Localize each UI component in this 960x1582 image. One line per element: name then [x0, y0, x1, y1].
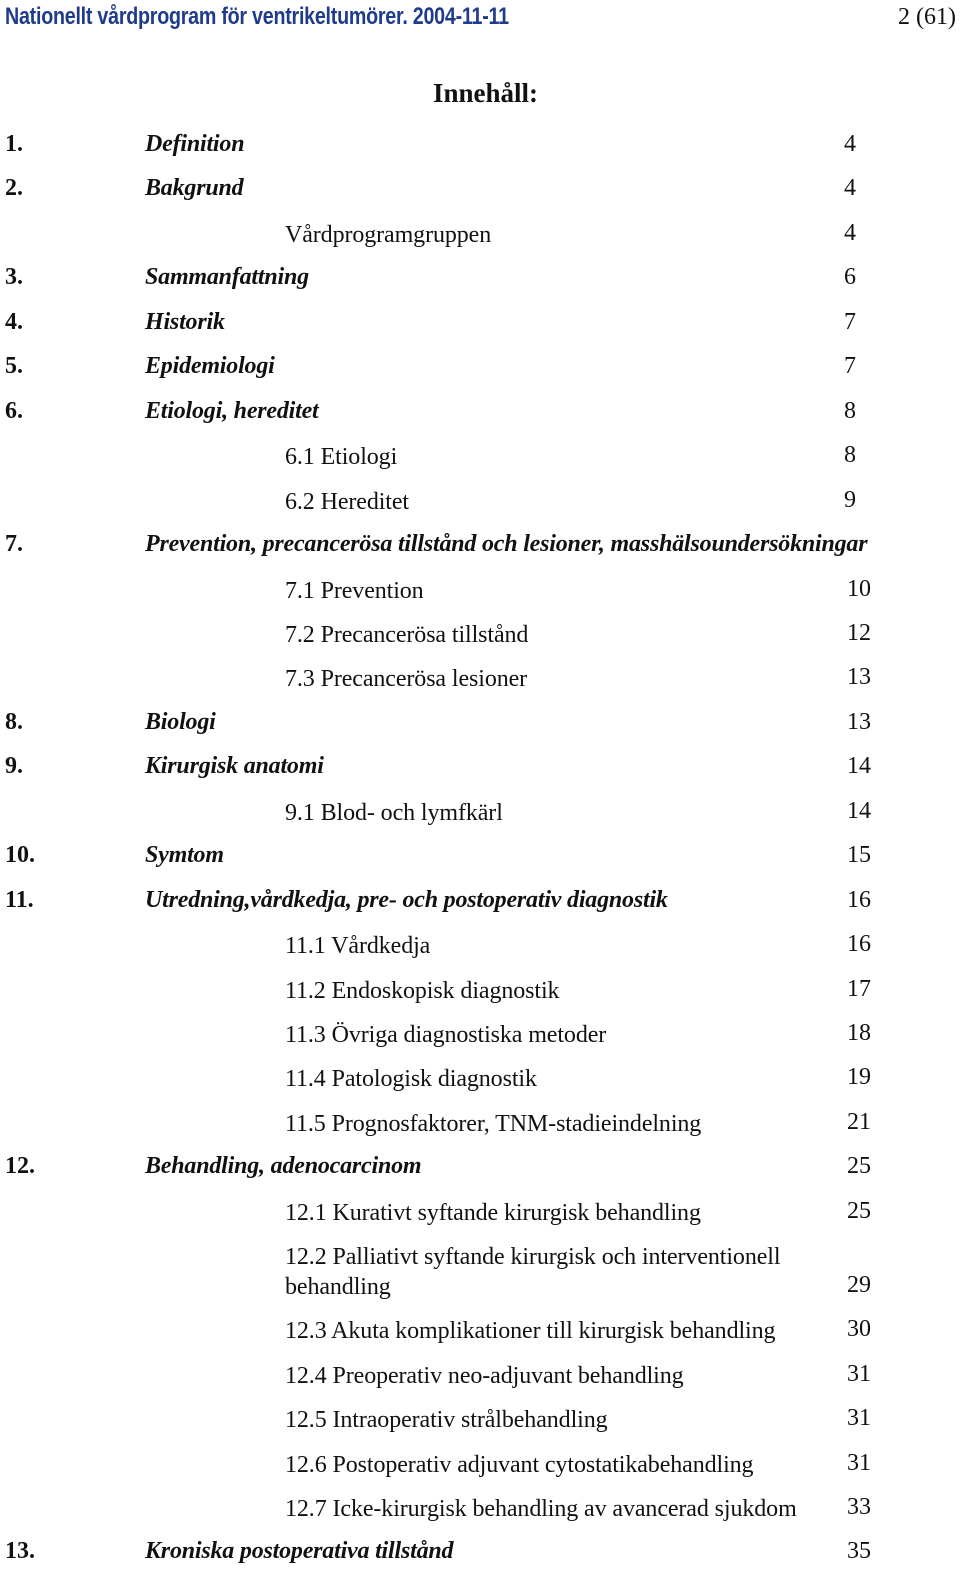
- toc-entry[interactable]: [0, 487, 960, 531]
- toc-entry-page: 33: [847, 1494, 871, 1520]
- toc-subentry-title: 6.2 Hereditet: [285, 488, 409, 515]
- toc-entry-page: 15: [847, 842, 871, 869]
- toc-subentry-title: 12.5 Intraoperativ strålbehandling: [285, 1407, 608, 1434]
- toc-entry-number: 4.: [5, 308, 23, 335]
- toc-entry-page: 35: [847, 1538, 871, 1565]
- toc-entry[interactable]: [0, 353, 960, 397]
- toc-entry-title: Etiologi, hereditet: [145, 397, 319, 424]
- toc-subentry-title: 12.6 Postoperativ adjuvant cytostatikabehandling: [285, 1451, 754, 1478]
- toc-entry-page: 25: [847, 1153, 871, 1180]
- toc-entry-title: Prevention, precancerösa tillstånd och lesioner, masshälsoundersökningar: [145, 531, 868, 558]
- toc-entry-number: 3.: [5, 264, 23, 291]
- toc-entry-number: 7.: [5, 531, 23, 558]
- toc-entry[interactable]: [0, 664, 960, 708]
- toc-entry[interactable]: [0, 398, 960, 442]
- toc-entry[interactable]: [0, 1494, 960, 1538]
- toc-subentry-title: 12.4 Preoperativ neo-adjuvant behandling: [285, 1362, 684, 1389]
- toc-subentry-title: Vårdprogramgruppen: [285, 221, 492, 248]
- toc-entry-number: 12.: [5, 1153, 35, 1180]
- toc-entry-page: 30: [847, 1316, 871, 1343]
- toc-entry-title: Bakgrund: [145, 175, 244, 202]
- toc-entry[interactable]: [0, 175, 960, 219]
- toc-entry[interactable]: [0, 753, 960, 797]
- toc-entry-page: 21: [847, 1108, 871, 1135]
- toc-entry[interactable]: [0, 931, 960, 975]
- toc-entry-page: 4: [844, 175, 856, 202]
- toc-subentry-title: 11.5 Prognosfaktorer, TNM-stadieindelning: [285, 1110, 702, 1137]
- toc-entry-title: Kirurgisk anatomi: [145, 753, 324, 780]
- toc-entry-page: 6: [844, 264, 856, 291]
- toc-entry-number: 6.: [5, 397, 23, 424]
- toc-subentry-title: 7.3 Precancerösa lesioner: [285, 666, 528, 693]
- toc-subentry-title: 7.1 Prevention: [285, 577, 424, 604]
- toc-entry-page: 8: [844, 397, 856, 424]
- toc-entry-page: 7: [844, 308, 856, 335]
- toc-entry[interactable]: [0, 1198, 960, 1242]
- toc-entry-number: 9.: [5, 753, 23, 780]
- toc-entry[interactable]: [0, 264, 960, 308]
- toc-entry-title: Utredning,vårdkedja, pre- och postoperativ diagnostik: [145, 886, 668, 913]
- toc-entry[interactable]: [0, 887, 960, 931]
- toc-entry-page: 31: [847, 1360, 871, 1387]
- toc-entry-title: Historik: [145, 308, 225, 335]
- toc-entry[interactable]: [0, 1064, 960, 1108]
- toc-entry-page: 17: [847, 975, 871, 1002]
- toc-subentry-title: 11.1 Vårdkedja: [285, 933, 431, 960]
- toc-subentry-title: 12.3 Akuta komplikationer till kirurgisk behandling: [285, 1318, 776, 1345]
- toc-entry[interactable]: [0, 1405, 960, 1449]
- toc-entry-page: 12: [847, 619, 871, 646]
- toc-entry[interactable]: [0, 309, 960, 353]
- toc-entry[interactable]: [0, 576, 960, 620]
- toc-entry-number: 1.: [5, 131, 23, 157]
- toc-entry-number: 11.: [5, 886, 34, 913]
- toc-entry-number: 5.: [5, 353, 23, 380]
- toc-entry-page: 29: [847, 1272, 871, 1299]
- toc-entry[interactable]: [0, 1153, 960, 1197]
- toc-entry[interactable]: [0, 220, 960, 264]
- toc-entry[interactable]: [0, 1316, 960, 1360]
- toc-entry-page: 9: [844, 486, 856, 513]
- toc-entry[interactable]: [0, 1242, 960, 1301]
- page-header: [0, 0, 960, 40]
- toc-entry-page: 16: [847, 886, 871, 913]
- toc-entry-page: 18: [847, 1020, 871, 1046]
- toc-entry-page: 25: [847, 1197, 871, 1224]
- toc-entry-page: 8: [844, 442, 856, 469]
- toc-entry-page: 10: [847, 575, 871, 602]
- toc-entry-title: Behandling, adenocarcinom: [145, 1153, 422, 1180]
- toc-subentry-title: 6.1 Etiologi: [285, 444, 398, 471]
- toc-entry-page: 14: [847, 797, 871, 824]
- toc-entry[interactable]: [0, 1361, 960, 1405]
- toc-entry[interactable]: [0, 1450, 960, 1494]
- toc-entry[interactable]: [0, 620, 960, 664]
- toc-subentry-title: 11.3 Övriga diagnostiska metoder: [285, 1022, 607, 1048]
- toc-subentry-title: 11.2 Endoskopisk diagnostik: [285, 977, 560, 1004]
- toc-entry-title: Sammanfattning: [145, 264, 309, 291]
- toc-entry-number: 2.: [5, 175, 23, 202]
- toc-entry-page: 13: [847, 708, 871, 735]
- toc-entry[interactable]: [0, 442, 960, 486]
- toc-subentry-title: 9.1 Blod- och lymfkärl: [285, 799, 503, 826]
- toc-entry-page: 31: [847, 1449, 871, 1476]
- toc-entry-title: Epidemiologi: [145, 353, 275, 380]
- toc-heading: Innehåll:: [433, 78, 539, 108]
- toc-entry-page: 19: [847, 1064, 871, 1091]
- toc-entry-title: Definition: [145, 131, 245, 157]
- document-title: Nationellt vårdprogram för ventrikeltumörer. 2004-11-11: [5, 3, 509, 30]
- toc-subentry-title: 12.2 Palliativt syftande kirurgisk och interventionell: [285, 1244, 781, 1271]
- toc-entry-number: 13.: [5, 1538, 35, 1565]
- toc-entry[interactable]: [0, 798, 960, 842]
- toc-subentry-title: 12.7 Icke-kirurgisk behandling av avancerad sjukdom: [285, 1496, 797, 1522]
- page-number: 2 (61): [898, 4, 956, 30]
- toc-entry-page: 13: [847, 664, 871, 691]
- toc-entry[interactable]: [0, 976, 960, 1020]
- toc-entry-page: 4: [844, 131, 856, 157]
- toc-entry[interactable]: [0, 1020, 960, 1064]
- toc-entry-page: 16: [847, 931, 871, 958]
- toc-entry-page: 7: [844, 353, 856, 380]
- toc-entry[interactable]: [0, 531, 960, 575]
- toc-entry[interactable]: [0, 1538, 960, 1582]
- toc-entry[interactable]: [0, 842, 960, 886]
- toc-entry[interactable]: [0, 1109, 960, 1153]
- toc-subentry-title: 7.2 Precancerösa tillstånd: [285, 621, 529, 648]
- toc-subentry-title: 12.1 Kurativt syftande kirurgisk behandling: [285, 1199, 701, 1226]
- toc-entry-page: 4: [844, 219, 856, 246]
- toc-entry-title: Symtom: [145, 842, 224, 869]
- toc-entry-number: 10.: [5, 842, 35, 869]
- toc-subentry-title-continued: behandling: [285, 1274, 391, 1301]
- toc-entry-title: Kroniska postoperativa tillstånd: [145, 1538, 454, 1565]
- toc-entry-title: Biologi: [145, 708, 216, 735]
- toc-subentry-title: 11.4 Patologisk diagnostik: [285, 1066, 537, 1093]
- toc-entry[interactable]: [0, 131, 960, 175]
- toc-entry[interactable]: [0, 709, 960, 753]
- toc-entry-page: 14: [847, 753, 871, 780]
- toc-entry-number: 8.: [5, 708, 23, 735]
- toc-entry-page: 31: [847, 1405, 871, 1432]
